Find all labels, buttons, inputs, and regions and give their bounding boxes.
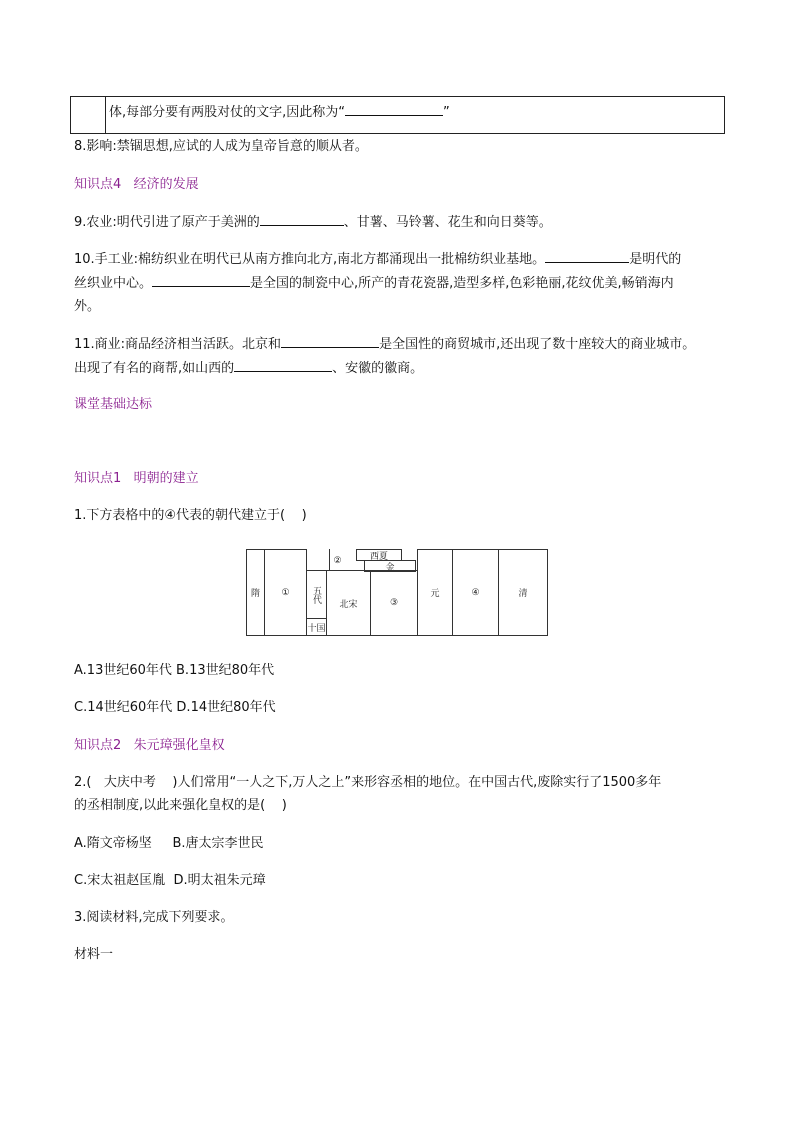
item-10-text-b: 是明代的: [629, 252, 682, 267]
section-heading-zhu-yuanzhang: 知识点2 朱元璋强化皇权: [74, 738, 225, 753]
answer-blank[interactable]: [260, 213, 344, 226]
item-10-text-d: 是全国的制瓷中心,所产的青花瓷器,造型多样,色彩艳丽,花纹优美,畅销海内: [250, 276, 674, 291]
item-11-text-a: 11.商业:商品经济相当活跃。北京和: [74, 337, 282, 352]
question-1-options-cd: C.14世纪60年代 D.14世纪80年代: [74, 700, 276, 715]
item-10-line-3: 外。: [74, 299, 101, 314]
dynasty-table: [246, 549, 548, 636]
close-quote: ”: [443, 105, 450, 120]
item-11-text-d: 、安徽的徽商。: [332, 361, 424, 376]
couplet-text: 体,每部分要有两股对仗的文字,因此称为“: [109, 105, 345, 120]
dynasty-cell-qing: 清: [498, 549, 548, 636]
question-3: 3.阅读材料,完成下列要求。: [74, 910, 234, 925]
table-cell-text: [109, 101, 450, 120]
item-9-text-b: 、甘薯、马铃薯、花生和向日葵等。: [343, 215, 552, 230]
dynasty-cell-2: ②: [333, 555, 342, 566]
question-2-options-ab: A.隋文帝杨坚 B.唐太宗李世民: [74, 836, 264, 851]
item-11-text-b: 是全国性的商贸城市,还出现了数十座较大的商业城市。: [379, 337, 696, 352]
heading-class-basics: 课堂基础达标: [74, 397, 153, 412]
dynasty-cell-shiguo: 十国: [306, 618, 327, 636]
dynasty-cell-xixia: 西夏: [356, 549, 402, 561]
dynasty-cell-sui: 隋: [246, 549, 265, 636]
answer-blank[interactable]: [345, 103, 443, 116]
answer-blank[interactable]: [545, 250, 629, 263]
item-10-line-2: [74, 274, 674, 293]
item-11-line-2: [74, 359, 423, 378]
answer-blank[interactable]: [234, 359, 332, 372]
question-1-options-ab: A.13世纪60年代 B.13世纪80年代: [74, 663, 275, 678]
question-2-options-cd: C.宋太祖赵匡胤 D.明太祖朱元璋: [74, 873, 266, 888]
item-10-line-1: [74, 250, 681, 269]
dynasty-cell-jin: 金: [364, 560, 416, 572]
dynasty-cell-1: ①: [264, 549, 307, 636]
question-2-line-2: 的丞相制度,以此来强化皇权的是( ): [74, 798, 287, 813]
item-10-text-c: 丝织业中心。: [74, 276, 153, 291]
item-9: [74, 213, 552, 232]
item-10-text-a: 10.手工业:棉纺织业在明代已从南方推向北方,南北方都涌现出一批棉纺织业基地。: [74, 252, 546, 267]
answer-blank[interactable]: [152, 274, 250, 287]
item-9-text-a: 9.农业:明代引进了原产于美洲的: [74, 215, 260, 230]
question-2-line-1: 2.( 大庆中考 )人们常用“一人之下,万人之上”来形容丞相的地位。在中国古代,废除实行了1500多年: [74, 775, 662, 790]
top-table-row: [70, 96, 725, 134]
section-heading-ming-founding: 知识点1 明朝的建立: [74, 471, 199, 486]
dynasty-cell-yuan: 元: [417, 549, 453, 636]
question-1: 1.下方表格中的④代表的朝代建立于( ): [74, 508, 307, 523]
item-11-text-c: 出现了有名的商帮,如山西的: [74, 361, 235, 376]
dynasty-cell-4: ④: [452, 549, 499, 636]
item-11-line-1: [74, 335, 695, 354]
dynasty-cell-wudai: 五代: [306, 570, 327, 619]
dynasty-cell-beisong: 北宋: [326, 570, 371, 636]
material-1-label: 材料一: [74, 947, 114, 962]
answer-blank[interactable]: [281, 335, 379, 348]
dynasty-cell-3: ③: [370, 570, 418, 636]
item-8: 8.影响:禁锢思想,应试的人成为皇帝旨意的顺从者。: [74, 139, 368, 154]
section-heading-economy: 知识点4 经济的发展: [74, 177, 199, 192]
table-divider: [105, 97, 106, 133]
